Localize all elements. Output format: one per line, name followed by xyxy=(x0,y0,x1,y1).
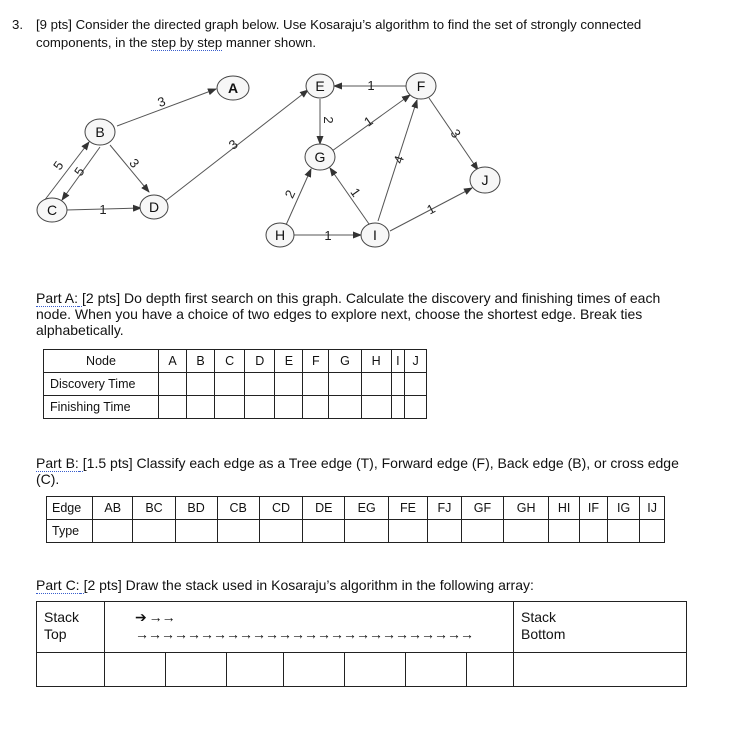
weight-CB: 5 xyxy=(50,158,67,173)
weight-EG: 2 xyxy=(321,116,336,124)
part-c-text: Part C: [2 pts] Draw the stack used in Kosaraju’s algorithm in the following array: xyxy=(36,577,534,593)
table-row xyxy=(44,396,427,419)
column-header: FE xyxy=(389,497,428,520)
weight-BC: 5 xyxy=(71,164,88,179)
column-header: A xyxy=(159,350,187,373)
question-line-2: components, in the step by step manner shown. xyxy=(36,35,317,50)
answer-cell[interactable] xyxy=(427,520,461,543)
part-b-table xyxy=(46,496,665,543)
column-header: GH xyxy=(504,497,549,520)
answer-cell[interactable] xyxy=(217,520,259,543)
stack-table xyxy=(36,601,687,687)
stack-cell[interactable] xyxy=(406,653,467,687)
answer-cell[interactable] xyxy=(345,520,389,543)
node-label-B: B xyxy=(95,124,105,140)
stack-top-label: Stack Top xyxy=(37,602,105,653)
answer-cell[interactable] xyxy=(133,520,175,543)
row-label: Type xyxy=(47,520,93,543)
stack-cell[interactable] xyxy=(345,653,406,687)
table-row xyxy=(44,350,427,373)
column-header: BD xyxy=(175,497,217,520)
question-line-1: [9 pts] Consider the directed graph below. Use Kosaraju’s algorithm to find the set of strongly connected xyxy=(36,17,642,32)
answer-cell[interactable] xyxy=(607,520,640,543)
node-label-G: G xyxy=(314,149,326,165)
question-number: 3. xyxy=(12,17,23,32)
answer-cell[interactable] xyxy=(159,396,187,419)
node-label-A: A xyxy=(227,80,239,96)
column-header: CB xyxy=(217,497,259,520)
edge-header: Edge xyxy=(47,497,93,520)
answer-cell[interactable] xyxy=(303,396,329,419)
weight-GF: 1 xyxy=(361,113,376,130)
node-label-D: D xyxy=(148,199,160,215)
directed-graph xyxy=(0,0,744,260)
stack-cell[interactable] xyxy=(166,653,227,687)
table-row xyxy=(47,520,665,543)
answer-cell[interactable] xyxy=(580,520,608,543)
column-header: J xyxy=(405,350,427,373)
answer-cell[interactable] xyxy=(215,396,245,419)
answer-cell[interactable] xyxy=(187,396,215,419)
table-row xyxy=(47,497,665,520)
answer-cell[interactable] xyxy=(275,373,303,396)
stack-cell[interactable] xyxy=(227,653,284,687)
table-row xyxy=(37,602,687,653)
weight-HG: 2 xyxy=(281,187,299,201)
table-row xyxy=(44,373,427,396)
answer-cell[interactable] xyxy=(361,373,391,396)
answer-cell[interactable] xyxy=(175,520,217,543)
answer-cell[interactable] xyxy=(405,396,427,419)
answer-cell[interactable] xyxy=(389,520,428,543)
column-header: HI xyxy=(549,497,580,520)
weight-BD: 3 xyxy=(126,155,143,171)
part-a-table xyxy=(43,349,427,419)
weight-IJ: 1 xyxy=(424,200,438,218)
node-label-C: C xyxy=(46,202,58,218)
stack-cell[interactable] xyxy=(284,653,345,687)
node-label-I: I xyxy=(373,227,377,243)
answer-cell[interactable] xyxy=(245,396,275,419)
part-b-text: Part B: [1.5 pts] Classify each edge as a Tree edge (T), Forward edge (F), Back edge (B), or cross edge (C). xyxy=(36,455,679,487)
answer-cell[interactable] xyxy=(303,373,329,396)
weight-CD: 1 xyxy=(99,202,107,217)
column-header: IJ xyxy=(640,497,665,520)
node-label-J: J xyxy=(481,172,489,188)
answer-cell[interactable] xyxy=(187,373,215,396)
column-header: I xyxy=(391,350,404,373)
node-label-H: H xyxy=(274,227,286,243)
column-header: CD xyxy=(259,497,303,520)
column-header: G xyxy=(329,350,361,373)
answer-cell[interactable] xyxy=(405,373,427,396)
answer-cell[interactable] xyxy=(329,373,361,396)
stack-bottom-label: Stack Bottom xyxy=(514,602,687,653)
column-header: IG xyxy=(607,497,640,520)
weight-FJ: 3 xyxy=(447,126,464,141)
row-label: Discovery Time xyxy=(44,373,159,396)
answer-cell[interactable] xyxy=(504,520,549,543)
stack-cell[interactable] xyxy=(467,653,514,687)
weight-HI: 1 xyxy=(324,228,332,243)
answer-cell[interactable] xyxy=(245,373,275,396)
stack-cell[interactable] xyxy=(105,653,166,687)
step-by-step-link: step by step xyxy=(151,35,223,50)
answer-cell[interactable] xyxy=(329,396,361,419)
part-a-text: Part A: [2 pts] Do depth first search on this graph. Calculate the discovery and finishing times of each node. When you have a choice of two edges to explore next, choose the shortest edge. Break ties alphabetically. xyxy=(36,290,661,338)
column-header: H xyxy=(361,350,391,373)
stack-cell[interactable] xyxy=(37,653,105,687)
column-header: F xyxy=(303,350,329,373)
node-label-E: E xyxy=(315,78,325,94)
column-header: GF xyxy=(461,497,503,520)
column-header: BC xyxy=(133,497,175,520)
column-header: C xyxy=(215,350,245,373)
stack-direction-arrows: ➔ →→ →→→→→→→→→→→→→→→→→→→→→→→→→→ xyxy=(105,602,514,653)
weight-FE: 1 xyxy=(367,78,375,93)
stack-cell[interactable] xyxy=(514,653,687,687)
answer-cell[interactable] xyxy=(93,520,133,543)
weight-IG: 1 xyxy=(347,185,364,200)
answer-cell[interactable] xyxy=(361,396,391,419)
weight-IF: 4 xyxy=(390,153,407,166)
column-header: DE xyxy=(303,497,345,520)
weight-DE: 3 xyxy=(225,136,241,153)
column-header: IF xyxy=(580,497,608,520)
answer-cell[interactable] xyxy=(215,373,245,396)
answer-cell[interactable] xyxy=(259,520,303,543)
row-label: Finishing Time xyxy=(44,396,159,419)
answer-cell[interactable] xyxy=(275,396,303,419)
answer-cell[interactable] xyxy=(461,520,503,543)
node-header: Node xyxy=(44,350,159,373)
answer-cell[interactable] xyxy=(640,520,665,543)
column-header: FJ xyxy=(427,497,461,520)
weight-BA: 3 xyxy=(155,93,168,111)
answer-cell[interactable] xyxy=(391,373,404,396)
answer-cell[interactable] xyxy=(303,520,345,543)
answer-cell[interactable] xyxy=(391,396,404,419)
column-header: AB xyxy=(93,497,133,520)
answer-cell[interactable] xyxy=(549,520,580,543)
column-header: E xyxy=(275,350,303,373)
column-header: D xyxy=(245,350,275,373)
column-header: B xyxy=(187,350,215,373)
table-row xyxy=(37,653,687,687)
answer-cell[interactable] xyxy=(159,373,187,396)
column-header: EG xyxy=(345,497,389,520)
node-label-F: F xyxy=(416,78,426,94)
